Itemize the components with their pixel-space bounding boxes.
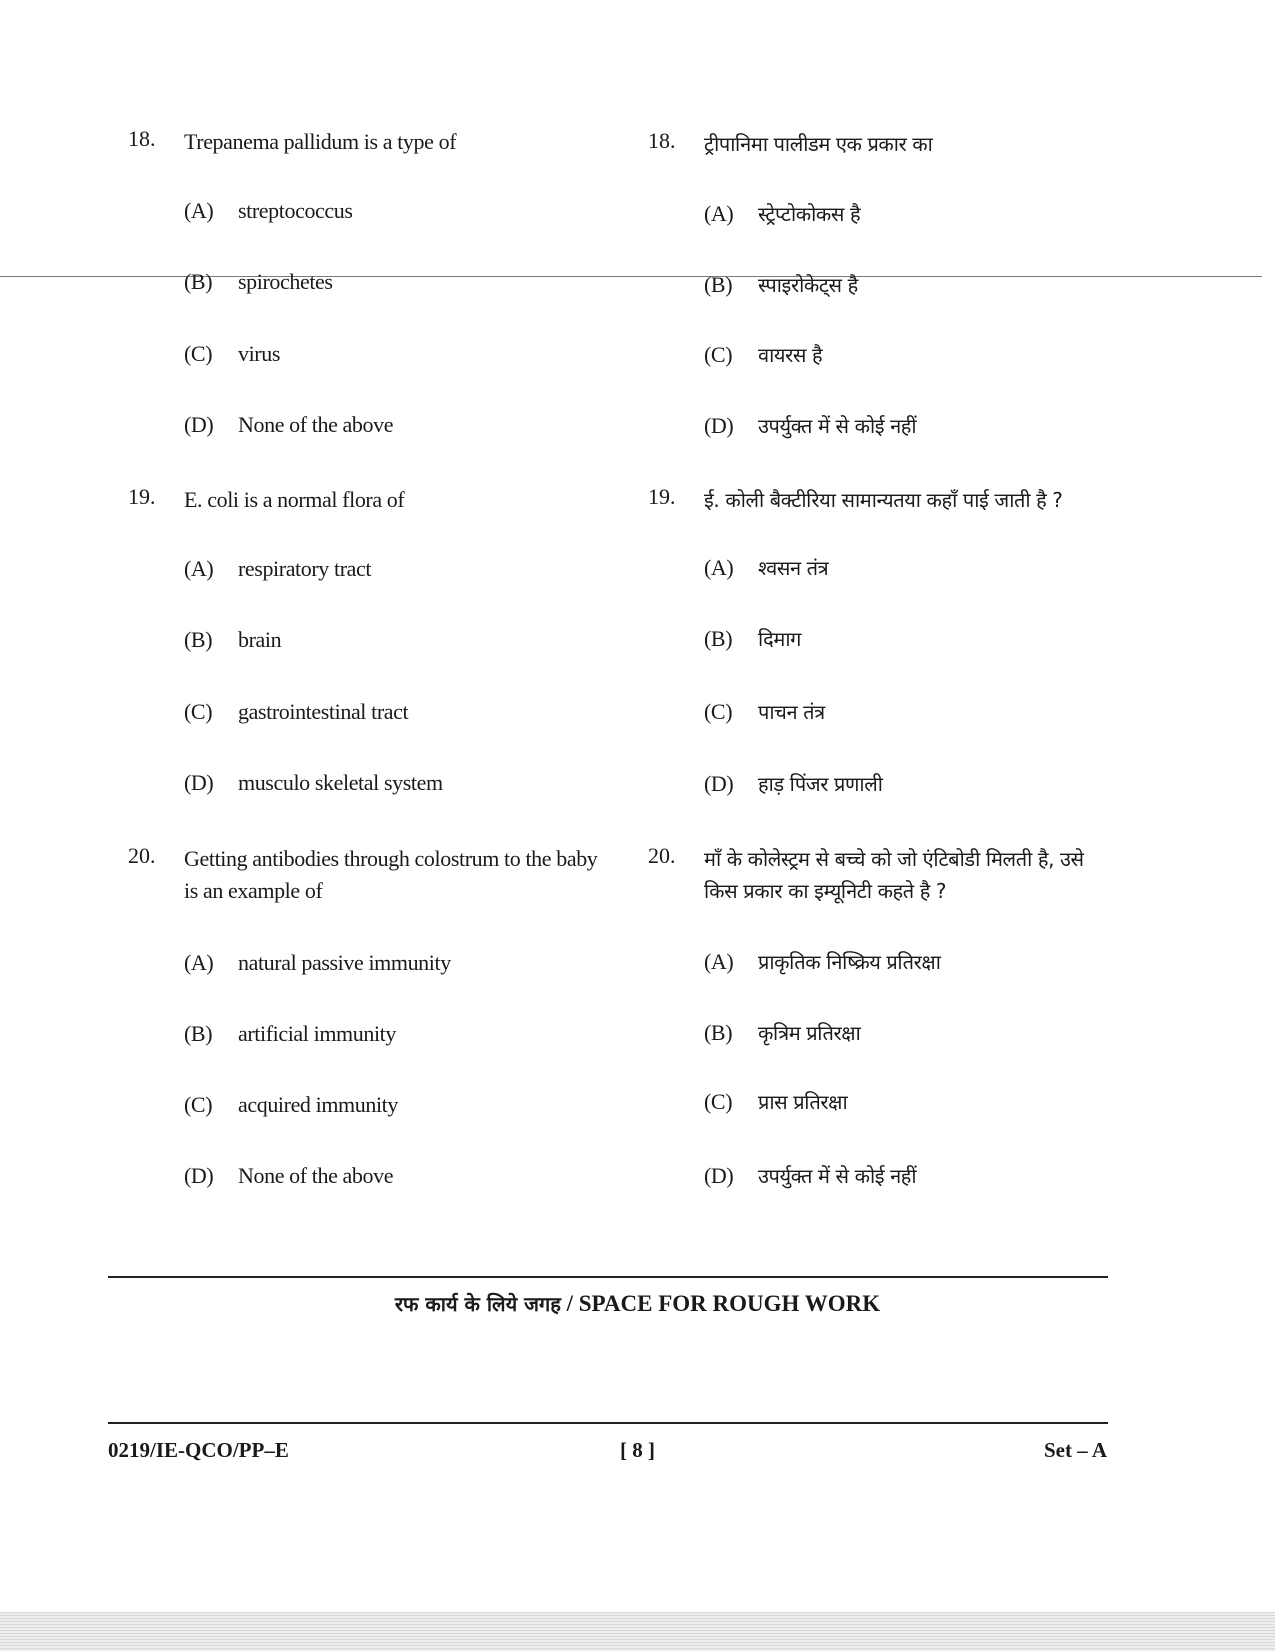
- option-20c-en: (C) acquired immunity: [184, 1092, 398, 1117]
- question-number: 18.: [128, 126, 156, 151]
- question-text: Trepanema pallidum is a type of: [184, 129, 457, 154]
- option-20a-hi: (A) प्राकृतिक निष्क्रिय प्रतिरक्षा: [704, 949, 941, 974]
- option-19a-hi: (A) श्वसन तंत्र: [704, 555, 829, 580]
- option-18b-en: (B) spirochetes: [184, 269, 333, 294]
- option-20a-en: (A) natural passive immunity: [184, 950, 451, 975]
- question-text: ट्रीपानिमा पालीडम एक प्रकार का: [704, 132, 933, 156]
- option-20b-en: (B) artificial immunity: [184, 1021, 396, 1046]
- option-18d-en: (D) None of the above: [184, 412, 394, 437]
- paper-code: 0219/IE-QCO/PP–E: [108, 1438, 289, 1462]
- question-number: 20.: [648, 843, 676, 868]
- option-19b-hi: (B) दिमाग: [704, 626, 801, 651]
- option-19d-hi: (D) हाड़ पिंजर प्रणाली: [704, 771, 883, 796]
- option-19a-en: (A) respiratory tract: [184, 556, 372, 581]
- question-number: 20.: [128, 843, 156, 868]
- question-text: ई. कोली बैक्टीरिया सामान्यतया कहाँ पाई जाती है ?: [704, 488, 1063, 512]
- scan-artifact-band: [0, 1612, 1275, 1651]
- option-19b-en: (B) brain: [184, 627, 282, 652]
- rough-work-heading: रफ कार्य के लिये जगह / SPACE FOR ROUGH WORK: [394, 1291, 881, 1316]
- footer-top-rule: [108, 1422, 1108, 1424]
- option-18c-hi: (C) वायरस है: [704, 342, 823, 367]
- question-number: 19.: [128, 484, 156, 509]
- option-20b-hi: (B) कृत्रिम प्रतिरक्षा: [704, 1020, 861, 1045]
- option-18c-en: (C) virus: [184, 341, 281, 366]
- option-19c-hi: (C) पाचन तंत्र: [704, 699, 825, 724]
- option-19d-en: (D) musculo skeletal system: [184, 770, 443, 795]
- question-text: माँ के कोलेस्ट्रम से बच्चे को जो एंटिबोडी मिलती है, उसे किस प्रकार का इम्यूनिटी कहते है ?: [704, 847, 1084, 903]
- page-number: [ 8 ]: [620, 1438, 655, 1462]
- option-18d-hi: (D) उपर्युक्त में से कोई नहीं: [704, 413, 917, 438]
- rough-work-top-rule: [108, 1276, 1108, 1278]
- option-19c-en: (C) gastrointestinal tract: [184, 699, 409, 724]
- question-text: E. coli is a normal flora of: [184, 487, 405, 512]
- option-20d-en: (D) None of the above: [184, 1163, 394, 1188]
- option-18a-hi: (A) स्ट्रेप्टोकोकस है: [704, 201, 861, 226]
- option-18a-en: (A) streptococcus: [184, 198, 353, 223]
- option-20c-hi: (C) प्रास प्रतिरक्षा: [704, 1089, 848, 1114]
- question-number: 18.: [648, 128, 676, 153]
- question-number: 19.: [648, 484, 676, 509]
- option-20d-hi: (D) उपर्युक्त में से कोई नहीं: [704, 1163, 917, 1188]
- question-text: Getting antibodies through colostrum to the baby is an example of: [184, 846, 598, 903]
- option-18b-hi: (B) स्पाइरोकेट्स है: [704, 272, 858, 297]
- set-label: Set – A: [1044, 1438, 1107, 1462]
